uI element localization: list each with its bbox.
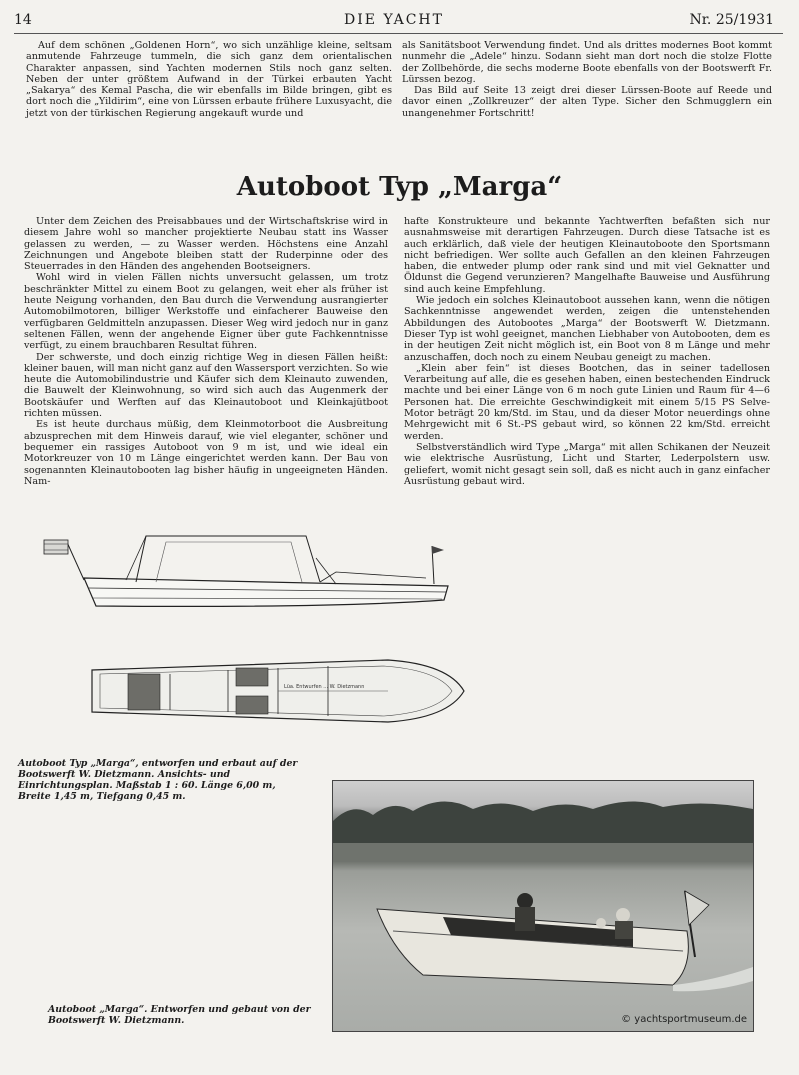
article-paragraph: Wie jedoch ein solches Kleinautoboot aussehen kann, wenn die nötigen Sachkenntnisse angewendet werden, zeigen die untenstehenden Abbildungen des Autobootes „Marga“ der Bootswerft W. Dietzmann. Dieser Typ ist wohl geeignet, manchen Liebhaber von Autobooten, dem es in der heutigen Zeit nicht möglich ist, ein Boot von 8 m Länge und mehr anzuschaffen, doch noch zu einem Neubau geneigt zu machen.	[404, 295, 770, 363]
article-left-column	[24, 216, 388, 487]
boat-photo-illustration	[333, 781, 753, 1031]
intro-right-paragraph-1: als Sanitätsboot Verwendung findet. Und als drittes modernes Boot kommt nunmehr die „Adele“ hinzu. Sodann sieht man dort noch die stolze Flotte der Zollbehörde, die sechs moderne Boote ebenfalls von der Bootswerft Fr. Lürssen bezog.	[402, 40, 772, 85]
article-paragraph: Der schwerste, und doch einzig richtige Weg in diesen Fällen heißt: kleiner bauen, will man nicht ganz auf den Wassersport verzichten. So wie heute die Automobilindustrie und Käufer sich dem Kleinauto zuwenden, die Bauwelt der Kleinwohnung, so wird sich auch das Augenmerk der Bootskäufer und Werften auf das Kleinautoboot und Kleinkajütboot richten müssen.	[24, 351, 388, 420]
intro-left-column	[26, 40, 392, 119]
issue-number: Nr. 25/1931	[689, 12, 774, 28]
plan-label: Lüa. Entwurfen ... W. Dietzmann	[284, 684, 365, 690]
intro-right-paragraph-2: Das Bild auf Seite 13 zeigt drei dieser Lürssen-Boote auf Reede und davor einen „Zollkreuzer“ der alten Type. Sicher den Schmugglern ein unangenehmer Fortschritt!	[402, 85, 772, 119]
photo-credit: © yachtsportmuseum.de	[621, 1014, 747, 1025]
article-paragraph: hafte Konstrukteure und bekannte Yachtwerften befaßten sich nur ausnahmsweise mit derartigen Fahrzeugen. Durch diese Tatsache ist es auch erklärlich, daß viele der heutigen Kleinautoboote den Sportsmann nicht befriedigen. Wer sollte auch Gefallen an den kleinen Fahrzeugen haben, die entweder plump oder rank sind und mit viel Geknatter und Öldunst die Gegend verunzieren? Mangelhafte Bauweise und Ausführung sind auch keine Empfehlung.	[404, 216, 770, 295]
boat-photograph	[332, 780, 754, 1032]
boat-side-elevation-drawing	[36, 528, 476, 618]
header-rule	[14, 33, 783, 34]
article-paragraph: Es ist heute durchaus müßig, dem Kleinmotorboot die Ausbreitung abzusprechen mit dem Hinweis darauf, wie viel eleganter, schöner und bequemer ein rassiges Autoboot von 9 m ist, und wie ideal ein Motorkreuzer von 10 m Länge eingerichtet werden kann. Der Bau von sogenannten Kleinautobooten lag bisher häufig in ungeeigneten Händen. Nam-	[24, 419, 388, 487]
article-paragraph: Selbstverständlich wird Type „Marga“ mit allen Schikanen der Neuzeit wie elektrische Ausrüstung, Licht und Starter, Lederpolstern usw. geliefert, womit nicht gesagt sein soll, daß es nicht auch in ganz einfacher Ausrüstung gebaut wird.	[404, 441, 770, 487]
article-paragraph: „Klein aber fein“ ist dieses Bootchen, das in seiner tadellosen Verarbeitung auf alle, die es gesehen haben, einen bestechenden Eindruck machte und bei einer Länge von 6 m noch gute Linien und Raum für 4—6 Personen hat. Die erreichte Geschwindigkeit mit einem 5/15 PS Selve-Motor beträgt 20 km/Std. im Stau, und da dieser Motor neuerdings ohne Mehrgewicht mit 6 St.-PS gebaut wird, so können 22 km/Std. erreicht werden.	[404, 362, 770, 442]
page-number: 14	[14, 12, 32, 28]
article-title: Autoboot Typ „Marga“	[236, 172, 563, 202]
intro-right-column	[402, 40, 772, 119]
plan-caption: Autoboot Typ „Marga“, entworfen und erbaut auf der Bootswerft W. Dietzmann. Ansichts- und Einrichtungsplan. Maßstab 1 : 60. Länge 6,00 m, Breite 1,45 m, Tiefgang 0,45 m.	[18, 758, 298, 802]
boat-deck-plan-drawing	[88, 656, 468, 726]
article-paragraph: Wohl wird in vielen Fällen nichts unversucht gelassen, um trotz beschränkter Mittel zu einem Boot zu gelangen, weit eher als früher ist heute Neigung vorhanden, den Bau durch die Verwendung ausrangierter Automobilmotoren, billiger Werkstoffe und einfacherer Bauweise den verfügbaren Geldmitteln anzupassen. Dieser Weg wird jedoch nur in ganz seltenen Fällen, wenn der angehende Eigner über gute Fachkenntnisse verfügt, zu einem brauchbaren Resultat führen.	[24, 272, 388, 352]
page-header	[14, 12, 774, 34]
article-right-column	[404, 216, 770, 487]
intro-left-paragraph: Auf dem schönen „Goldenen Horn“, wo sich unzählige kleine, seltsam anmutende Fahrzeuge tummeln, die sich ganz dem orientalischen Charakter anpassen, sind Yachten modernen Stils noch ganz selten. Neben der unter größtem Aufwand in der Türkei erbauten Yacht „Sakarya“ des Kemal Pascha, die wir ebenfalls im Bilde bringen, gibt es dort noch die „Yildirim“, eine von Lürssen erbaute frühere Luxusyacht, die jetzt von der türkischen Regierung angekauft wurde und	[26, 40, 392, 119]
photo-caption: Autoboot „Marga“. Entworfen und gebaut von der Bootswerft W. Dietzmann.	[48, 1004, 311, 1026]
magazine-title: DIE YACHT	[344, 12, 444, 28]
article-paragraph: Unter dem Zeichen des Preisabbaues und der Wirtschaftskrise wird in diesem Jahre wohl so mancher projektierte Neubau statt ins Wasser gelassen zu werden, — zu Wasser werden. Höchstens eine Anzahl Zeichnungen und Angebote bleiben statt der Ruderpinne oder des Steuerrades in den Händen des angehenden Bootseigners.	[24, 216, 388, 273]
